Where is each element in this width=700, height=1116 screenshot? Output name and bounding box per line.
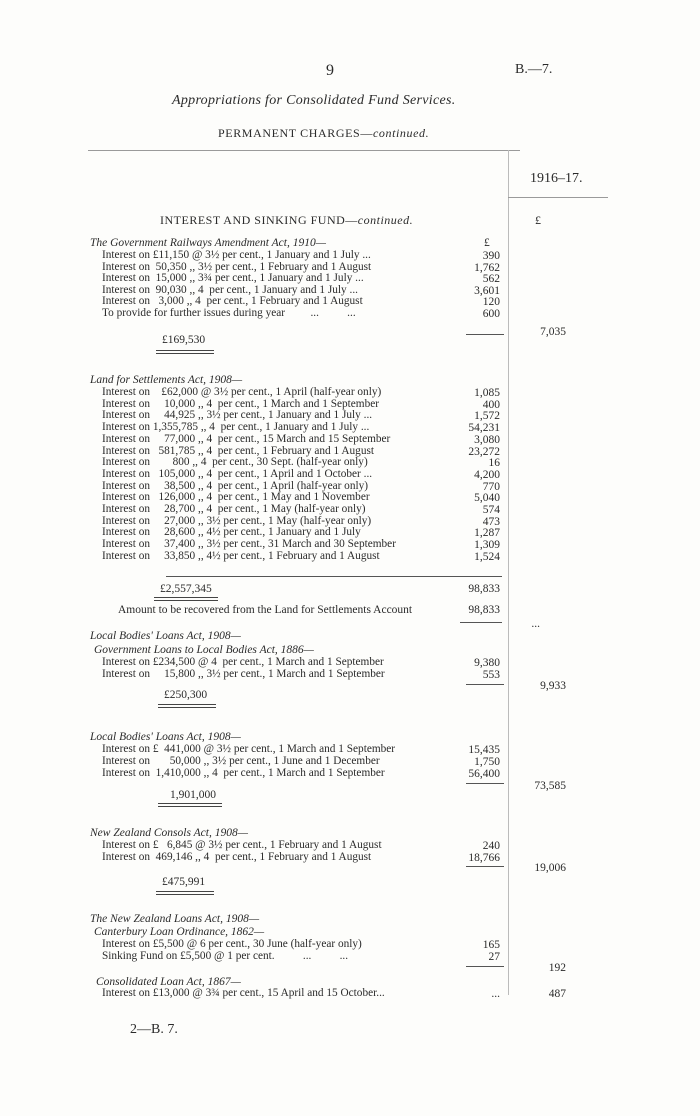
ledger-line-text: Interest on 50,000 ,, 3½ per cent., 1 June and 1 December [102, 754, 380, 767]
top-rule [88, 150, 520, 151]
local-bodies-act-title: Local Bodies' Loans Act, 1908— [90, 630, 241, 642]
ledger-line-text: Interest on 800 ,, 4 per cent., 30 Sept. (half-year only) [102, 456, 368, 469]
ledger-line-text: Sinking Fund on £5,500 @ 1 per cent. ... ... [102, 949, 349, 962]
ledger-line-amount: 473 [482, 515, 500, 528]
ledger-line-text: Interest on £11,150 @ 3½ per cent., 1 January and 1 July ... [102, 249, 371, 261]
year-column-rule [508, 197, 608, 198]
consols-total: 19,006 [534, 862, 566, 874]
ledger-line-amount: 4,200 [474, 468, 500, 481]
local-bodies-principal-rule [158, 704, 216, 708]
page-number: 9 [326, 62, 334, 79]
ledger-line-text: Interest on £234,500 @ 4 per cent., 1 March and 1 September [102, 656, 384, 668]
land-recovered-amount: 98,833 [468, 604, 500, 616]
ledger-line-text: To provide for further issues during year ... ... [102, 307, 356, 319]
ledger-line-amount: 120 [482, 296, 500, 309]
year-currency: £ [535, 213, 541, 227]
local-bodies-principal: £250,300 [164, 689, 208, 701]
ledger-line-amount: 1,524 [474, 550, 500, 563]
ledger-line-text: Interest on 27,000 ,, 3½ per cent., 1 May (half-year only) [102, 514, 372, 527]
nz-loans-act-title: The New Zealand Loans Act, 1908— [90, 913, 260, 925]
ledger-line-amount: 23,272 [468, 445, 500, 458]
year-column-label: 1916–17. [530, 171, 583, 186]
ledger-line-amount: ... [491, 988, 500, 1000]
ledger-line-amount: 1,572 [474, 410, 500, 423]
ledger-line-text: Interest on 33,850 ,, 4½ per cent., 1 February and 1 August [102, 549, 380, 562]
ledger-line-text: Interest on 28,700 ,, 4 per cent., 1 May (half-year only) [102, 503, 366, 515]
ledger-line-amount: 3,601 [474, 284, 500, 297]
ledger-line-text: Interest on 90,030 ,, 4 per cent., 1 January and 1 July ... [102, 283, 359, 296]
consols-principal: £475,991 [162, 876, 206, 888]
ledger-line-amount: 1,750 [474, 755, 500, 768]
consols-principal-rule [156, 891, 214, 895]
land-sum-rule [166, 576, 466, 577]
ledger-line-amount: 3,080 [474, 433, 500, 446]
ledger-line-amount: 15,435 [468, 744, 500, 756]
page-title: Appropriations for Consolidated Fund Services. [172, 93, 456, 108]
consolidated-total: 487 [548, 988, 566, 1000]
ledger-line-amount: 574 [482, 504, 500, 516]
ledger-line-text: Interest on 15,800 ,, 3½ per cent., 1 March and 1 September [102, 667, 385, 680]
land-total: ... [531, 618, 540, 630]
land-principal-rule [154, 597, 218, 601]
ledger-line-amount: 562 [482, 273, 500, 286]
ledger-line-text: Interest on 469,146 ,, 4 per cent., 1 February and 1 August [102, 850, 372, 863]
ledger-line-amount: 553 [482, 668, 500, 681]
ledger-line-amount: 165 [482, 939, 500, 951]
section-heading [160, 213, 413, 228]
ledger-line-amount: 27 [488, 950, 500, 963]
ledger-line-text: Interest on 1,410,000 ,, 4 per cent., 1 March and 1 September [102, 766, 385, 779]
ledger-line-amount: 1,309 [474, 539, 500, 552]
railways-principal: £169,530 [162, 334, 206, 346]
ledger-line-text: Interest on 44,925 ,, 3½ per cent., 1 January and 1 July ... [102, 409, 373, 422]
land-principal: £2,557,345 [160, 583, 212, 595]
ledger-line-amount: 5,040 [474, 492, 500, 505]
ledger-line-text: Interest on 15,000 ,, 3¾ per cent., 1 January and 1 July ... [102, 272, 364, 285]
ledger-line-amount: 18,766 [468, 851, 500, 864]
ledger-line-text: Interest on £13,000 @ 3¾ per cent., 15 April and 15 October... [102, 987, 385, 999]
land-subtotal: 98,833 [468, 583, 500, 595]
local-bodies-2-principal: 1,901,000 [170, 789, 216, 801]
ledger-line-text: Interest on 581,785 ,, 4 per cent., 1 February and 1 August [102, 444, 375, 457]
local-bodies-2-act-title: Local Bodies' Loans Act, 1908— [90, 731, 241, 743]
subtitle-continued: continued. [372, 126, 430, 140]
ledger-line-text: Interest on 3,000 ,, 4 per cent., 1 February and 1 August [102, 295, 363, 308]
railways-total: 7,035 [540, 326, 566, 338]
ledger-line-amount: 1,085 [474, 387, 500, 399]
railways-currency: £ [484, 237, 490, 249]
ledger-line-amount: 9,380 [474, 657, 500, 669]
ledger-line-amount: 56,400 [468, 767, 500, 780]
railways-act-title: The Government Railways Amendment Act, 1910— [90, 237, 326, 249]
ledger-line-text: Interest on £5,500 @ 6 per cent., 30 June (half-year only) [102, 938, 362, 950]
nz-loans-subact-title: Canterbury Loan Ordinance, 1862— [94, 926, 265, 938]
local-bodies-2-total: 73,585 [534, 780, 566, 792]
nz-loans-total: 192 [548, 962, 566, 974]
consols-act-title: New Zealand Consols Act, 1908— [90, 827, 248, 839]
ledger-line-amount: 1,762 [474, 261, 500, 274]
ledger-line-text: Interest on 10,000 ,, 4 per cent., 1 March and 1 September [102, 397, 380, 410]
ledger-line-text: Interest on 1,355,785 ,, 4 per cent., 1 January and 1 July ... [102, 421, 370, 434]
ledger-line-text: Interest on 126,000 ,, 4 per cent., 1 May and 1 November [102, 491, 370, 504]
ledger-line-text: Interest on 37,400 ,, 3½ per cent., 31 March and 30 September [102, 538, 396, 551]
ledger-line-text: Interest on £ 6,845 @ 3½ per cent., 1 February and 1 August [102, 839, 382, 851]
subtitle-main: PERMANENT CHARGES— [218, 126, 373, 140]
land-amount-rule [460, 576, 502, 577]
section-heading-main: INTEREST AND SINKING FUND— [160, 213, 358, 227]
land-act-title: Land for Settlements Act, 1908— [90, 374, 243, 386]
ledger-line-text: Interest on 28,600 ,, 4½ per cent., 1 January and 1 July [102, 526, 361, 539]
ledger-line-text: Interest on 77,000 ,, 4 per cent., 15 March and 15 September [102, 432, 391, 445]
ledger-line-amount: 600 [482, 308, 500, 320]
ledger-line-amount: 16 [488, 457, 500, 470]
ledger-line-amount: 54,231 [468, 422, 500, 435]
land-recovered-text: Amount to be recovered from the Land for Settlements Account [118, 604, 413, 616]
ledger-line-amount: 400 [482, 398, 500, 411]
ledger-line-amount: 770 [482, 480, 500, 493]
ledger-line-text: Interest on 38,500 ,, 4 per cent., 1 April (half-year only) [102, 479, 369, 492]
ledger-line-text: Interest on £ 441,000 @ 3½ per cent., 1 March and 1 September [102, 743, 396, 755]
section-heading-continued: continued. [357, 213, 414, 227]
local-bodies-subact-title: Government Loans to Local Bodies Act, 1886— [94, 644, 314, 656]
document-reference: B.—7. [515, 62, 553, 77]
footer-signature: 2—B. 7. [130, 1022, 178, 1037]
ledger-line-text: Interest on 50,350 ,, 3½ per cent., 1 February and 1 August [102, 260, 372, 273]
ledger-line-text: Interest on £62,000 @ 3½ per cent., 1 April (half-year only) [102, 386, 382, 398]
ledger-line-amount: 240 [482, 840, 500, 852]
consolidated-act-title: Consolidated Loan Act, 1867— [96, 976, 241, 988]
ledger-line-amount: 1,287 [474, 527, 500, 540]
ledger-line-text: Interest on 105,000 ,, 4 per cent., 1 April and 1 October ... [102, 467, 373, 480]
ledger-line-amount: 390 [482, 250, 500, 262]
page-subtitle [218, 126, 429, 141]
local-bodies-2-principal-rule [158, 803, 222, 807]
railways-principal-rule [156, 350, 214, 354]
local-bodies-total: 9,933 [540, 680, 566, 692]
